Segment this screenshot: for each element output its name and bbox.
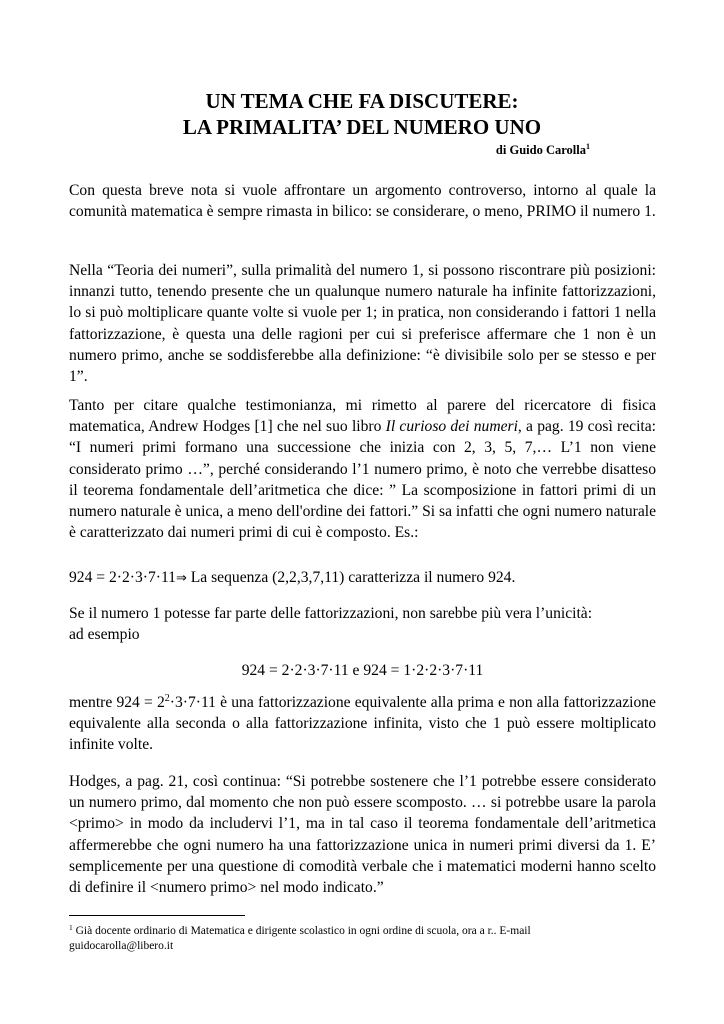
author-name: di Guido Carolla	[495, 143, 586, 157]
uniqueness-line-1: Se il numero 1 potesse far parte delle fattorizzazioni, non sarebbe più vera l’unicità:	[69, 605, 593, 622]
title-line-2: LA PRIMALITA’ DEL NUMERO UNO	[182, 115, 542, 139]
hodges-continuation-paragraph: Hodges, a pag. 21, così continua: “Si potrebbe sostenere che l’1 potrebbe essere considerato un numero primo, dal momento che non può essere scomposto. … si potrebbe usare la parola <primo> in modo da includervi l’1, ma in tal caso il teorema fondamentale dell’aritmetica affermerebbe che ogni numero ha una fattorizzazione unica in numeri primi diversi da 1. E’ semplicemente per una questione di comodità verbale che i matematici moderni hanno scelto di definire il <numero primo> nel modo indicato.”	[69, 773, 656, 897]
factorization-example	[69, 567, 656, 589]
intro-paragraph: Con questa breve nota si vuole affrontare un argomento controverso, intorno al quale la comunità matematica è sempre rimasta in bilico: se considerare, o meno, PRIMO il numero 1.	[69, 182, 656, 221]
footnote	[69, 924, 656, 954]
equivalence-start: mentre 924 = 2	[69, 694, 165, 711]
exponent: 2	[164, 693, 170, 704]
equation-with-one: 924 = 2·2·3·7·11 e 924 = 1·2·2·3·7·11	[241, 662, 484, 679]
equation-924: 924 = 2·2·3·7·11	[69, 569, 176, 586]
equivalence-paragraph	[69, 692, 656, 756]
book-title: Il curioso dei numeri	[385, 418, 518, 436]
hodges-citation-paragraph	[69, 395, 656, 543]
implies-arrow: ⇒	[175, 571, 187, 586]
citation-text-start: Tanto per citare qualche testimonianza, mi rimetto al parere del ricercatore di fisica matematica, Andrew Hodges [1] che nel suo libro	[69, 397, 656, 436]
title-line-1: UN TEMA CHE FA DISCUTERE:	[205, 89, 519, 113]
sequence-text: La sequenza (2,2,3,7,11) caratterizza il numero 924.	[186, 569, 516, 586]
uniqueness-line-2: ad esempio	[69, 626, 140, 644]
footnote-text: Già docente ordinario di Matematica e dirigente scolastico in ogni ordine di scuola, ora a r.. E-mail	[72, 925, 531, 937]
theory-paragraph: Nella “Teoria dei numeri”, sulla primalità del numero 1, si possono riscontrare più posizioni: innanzi tutto, tenendo presente che un qualunque numero naturale ha infinite fattorizzazioni, lo si può moltiplicare quante volte si vuole per 1; in pratica, non considerando i fattori 1 nella fattorizzazione, è questa una delle ragioni per cui si preferisce affermare che 1 non è un numero primo, anche se soddisferebbe alla definizione: “è divisibile solo per se stesso e per 1”.	[69, 262, 656, 386]
uniqueness-paragraph	[69, 603, 656, 645]
footnote-divider	[69, 915, 245, 916]
footnote-mark: 1	[69, 923, 73, 932]
equivalence-rest: ·3·7·11 è una fattorizzazione equivalente alla prima e non alla fattorizzazione equivalente alla seconda o alla fattorizzazione infinita, visto che 1 può essere moltiplicato infinite volte.	[69, 694, 656, 754]
footnote-reference: 1	[586, 142, 590, 151]
citation-text-end: , a pag. 19 così recita: “I numeri primi formano una successione che inizia con 2, 3, 5, 7,… L’1 non viene considerato primo …”, perché considerando l’1 numero primo, è noto che verrebbe disatteso il teorema fondamentale dell’aritmetica che dice: ” La scomposizione in fattori primi di un numero naturale è unica, a meno dell'ordine dei fattori.” Si sa infatti che ogni numero naturale è caratterizzato dai numeri primi di cui è composto. Es.:	[69, 418, 656, 542]
author-byline	[496, 142, 590, 158]
author-email: guidocarolla@libero.it	[69, 940, 174, 952]
